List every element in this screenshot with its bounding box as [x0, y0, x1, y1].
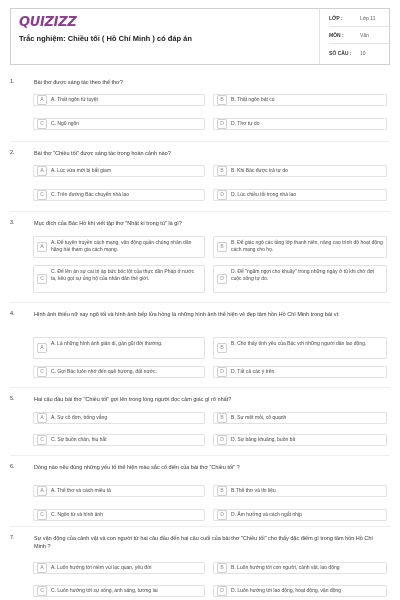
- question-number: 5.: [10, 396, 15, 402]
- meta-value: Văn: [360, 33, 369, 39]
- quizizz-logo: QUIZIZZ: [19, 15, 77, 30]
- answer-option-b[interactable]: [213, 485, 387, 497]
- option-letter-badge: B: [217, 413, 227, 423]
- meta-row-subject: [329, 27, 391, 44]
- option-text: D. Âm hưởng và cách ngắt nhịp: [231, 512, 302, 518]
- answer-option-b[interactable]: [213, 337, 387, 359]
- option-letter-badge: A: [37, 343, 47, 353]
- meta-key: SỐ CÂU :: [329, 51, 352, 57]
- question-divider: [10, 211, 390, 212]
- meta-divider: [319, 9, 320, 64]
- option-text: D. Để "ngâm ngợi cho khuây" trong những ngày ở tù khi chờ đợi cuộc sống tự do.: [231, 269, 375, 282]
- answer-option-a[interactable]: [33, 165, 205, 177]
- answer-option-d[interactable]: [213, 189, 387, 201]
- option-text: A. Thất ngôn tứ tuyệt: [51, 97, 98, 103]
- option-text: B. Để giác ngộ các tầng lớp thanh niên, nâng cao trình độ hoạt động cách mạng cho họ.: [231, 240, 383, 253]
- question-text: Bài thơ "Chiều tối" được sáng tác trong hoàn cảnh nào?: [34, 151, 171, 157]
- option-text: B. Khi Bác được trả tự do: [231, 168, 288, 174]
- answer-option-c[interactable]: [33, 189, 205, 201]
- option-text: C. Ngôn từ và hình ảnh: [51, 512, 103, 518]
- page-title: Trắc nghiệm: Chiều tối ( Hồ Chí Minh ) có đáp án: [19, 34, 192, 43]
- option-letter-badge: C: [37, 119, 47, 129]
- answer-option-c[interactable]: [33, 265, 205, 293]
- worksheet-header: [10, 8, 390, 65]
- answer-option-d[interactable]: [213, 434, 387, 446]
- option-text: A. Thể thơ và cách miêu tả: [51, 488, 111, 494]
- meta-value: 10: [360, 51, 366, 57]
- option-letter-badge: B: [217, 242, 227, 252]
- option-letter-badge: B: [217, 95, 227, 105]
- question-text: Mục đích của Bác Hồ khi viết tập thơ "Nhật kí trong tù" là gì?: [34, 221, 182, 227]
- answer-option-a[interactable]: [33, 562, 205, 574]
- option-letter-badge: B: [217, 343, 227, 353]
- option-letter-badge: B: [217, 563, 227, 573]
- option-letter-badge: B: [217, 486, 227, 496]
- meta-row-count: [329, 45, 391, 62]
- option-letter-badge: B: [217, 166, 227, 176]
- option-letter-badge: C: [37, 367, 47, 377]
- option-text: A. Luôn hướng tới niềm vui lạc quan, yêu đời: [51, 565, 152, 571]
- meta-panel: [329, 9, 390, 64]
- question-divider: [10, 141, 390, 142]
- answer-option-c[interactable]: [33, 509, 205, 521]
- question-number: 4.: [10, 311, 15, 317]
- option-letter-badge: D: [217, 119, 227, 129]
- option-text: A. Lúc vừa mới bị bắt giam: [51, 168, 111, 174]
- option-text: A. Là những hình ảnh giản dị, gần gũi đời thường.: [51, 341, 163, 347]
- question-number: 2.: [10, 150, 15, 156]
- option-text: D. Luôn hướng tới lao động, hoạt động, vận động: [231, 588, 341, 594]
- answer-option-b[interactable]: [213, 94, 387, 106]
- question-divider: [10, 387, 390, 388]
- option-text: B.Thể thơ và thi liệu: [231, 488, 276, 494]
- answer-option-a[interactable]: [33, 337, 205, 359]
- option-text: C. Gợi Bác luôn nhớ đến quê hương, đất nước.: [51, 369, 157, 375]
- option-letter-badge: A: [37, 95, 47, 105]
- option-text: B. Sự mệt mỏi, cô quạnh: [231, 415, 287, 421]
- question-number: 7.: [10, 535, 15, 541]
- answer-option-a[interactable]: [33, 485, 205, 497]
- option-text: D. Thơ tự do: [231, 121, 260, 127]
- meta-row-class: [329, 10, 391, 27]
- answer-option-c[interactable]: [33, 118, 205, 130]
- question-text: Bài thơ được sáng tác theo thể thơ?: [34, 80, 123, 86]
- option-letter-badge: C: [37, 510, 47, 520]
- meta-key: LỚP :: [329, 16, 343, 22]
- option-letter-badge: A: [37, 563, 47, 573]
- option-text: C. Ngũ ngôn: [51, 121, 80, 127]
- meta-key: MÔN :: [329, 33, 344, 39]
- question-text: Hai câu đầu bài thơ "Chiều tối" gợi lên trong lòng người đọc cảm giác gì rõ nhất?: [34, 397, 232, 403]
- option-letter-badge: D: [217, 510, 227, 520]
- answer-option-b[interactable]: [213, 236, 387, 258]
- answer-option-d[interactable]: [213, 265, 387, 293]
- answer-option-d[interactable]: [213, 585, 387, 597]
- option-text: C. Sự buồn chán, hiu hắt: [51, 437, 107, 443]
- option-letter-badge: D: [217, 435, 227, 445]
- answer-option-c[interactable]: [33, 585, 205, 597]
- option-letter-badge: A: [37, 166, 47, 176]
- question-divider: [10, 526, 390, 527]
- question-text: Hình ảnh thiếu nữ xay ngô tối và hình ảnh bếp lửa hồng là những hình ảnh thể hiện vẻ đẹp tâm hồn Hồ Chí Minh trong bài vì:: [34, 312, 340, 318]
- option-letter-badge: A: [37, 413, 47, 423]
- question-divider: [10, 455, 390, 456]
- option-letter-badge: C: [37, 435, 47, 445]
- answer-option-b[interactable]: [213, 412, 387, 424]
- option-text: C. Trên đường Bác chuyển nhà lao: [51, 192, 130, 198]
- option-letter-badge: A: [37, 242, 47, 252]
- question-number: 1.: [10, 79, 15, 85]
- option-text: D. Tất cả các ý trên.: [231, 369, 276, 375]
- answer-option-d[interactable]: [213, 366, 387, 378]
- option-letter-badge: D: [217, 190, 227, 200]
- answer-option-a[interactable]: [33, 236, 205, 258]
- answer-option-a[interactable]: [33, 94, 205, 106]
- question-text: Sự vận động của cảnh vật và con người từ hai câu đầu đến hai câu cuối của bài thơ "Chiều tối" cho thấy đặc điểm gì trong tâm hồn Hồ Chí Minh ?: [34, 536, 373, 550]
- answer-option-c[interactable]: [33, 434, 205, 446]
- option-text: A. Sự cô đơn, trống vắng: [51, 415, 108, 421]
- option-letter-badge: C: [37, 274, 47, 284]
- option-letter-badge: D: [217, 367, 227, 377]
- option-letter-badge: D: [217, 274, 227, 284]
- option-text: D. Lúc chiều tối trong nhà lao: [231, 192, 297, 198]
- answer-option-a[interactable]: [33, 412, 205, 424]
- option-text: C. Để lên án sự cai trị áp bức bóc lột của thực dân Pháp ở nước ta, kêu gọi sự ủng hộ của nhân dân thế giới.: [51, 269, 195, 282]
- answer-option-b[interactable]: [213, 562, 387, 574]
- option-text: B. Thất ngôn bát cú: [231, 97, 275, 103]
- option-letter-badge: C: [37, 190, 47, 200]
- option-letter-badge: A: [37, 486, 47, 496]
- answer-option-c[interactable]: [33, 366, 205, 378]
- answer-option-b[interactable]: [213, 165, 387, 177]
- option-letter-badge: C: [37, 586, 47, 596]
- answer-option-d[interactable]: [213, 118, 387, 130]
- question-number: 3.: [10, 220, 15, 226]
- option-text: C. Luôn hướng tới sự sống, ánh sáng, tương lai: [51, 588, 158, 594]
- question-divider: [10, 302, 390, 303]
- option-text: D. Sự bâng khuâng, buồn bã: [231, 437, 296, 443]
- option-text: A. Để tuyên truyền cách mạng, vận động quần chúng nhân dân hăng hái tham gia cách mạng.: [51, 240, 192, 253]
- option-letter-badge: D: [217, 586, 227, 596]
- meta-value: Lớp 11: [360, 16, 376, 22]
- option-text: B. Luôn hướng tới con người, cảnh vật, lao động: [231, 565, 340, 571]
- question-number: 6.: [10, 464, 15, 470]
- option-text: B. Cho thấy tình yêu của Bác với những người dân lao động.: [231, 341, 367, 347]
- question-text: Dòng nào nêu đúng những yếu tố thể hiện màu sắc cổ điển của bài thơ "Chiều tối" ?: [34, 465, 240, 471]
- answer-option-d[interactable]: [213, 509, 387, 521]
